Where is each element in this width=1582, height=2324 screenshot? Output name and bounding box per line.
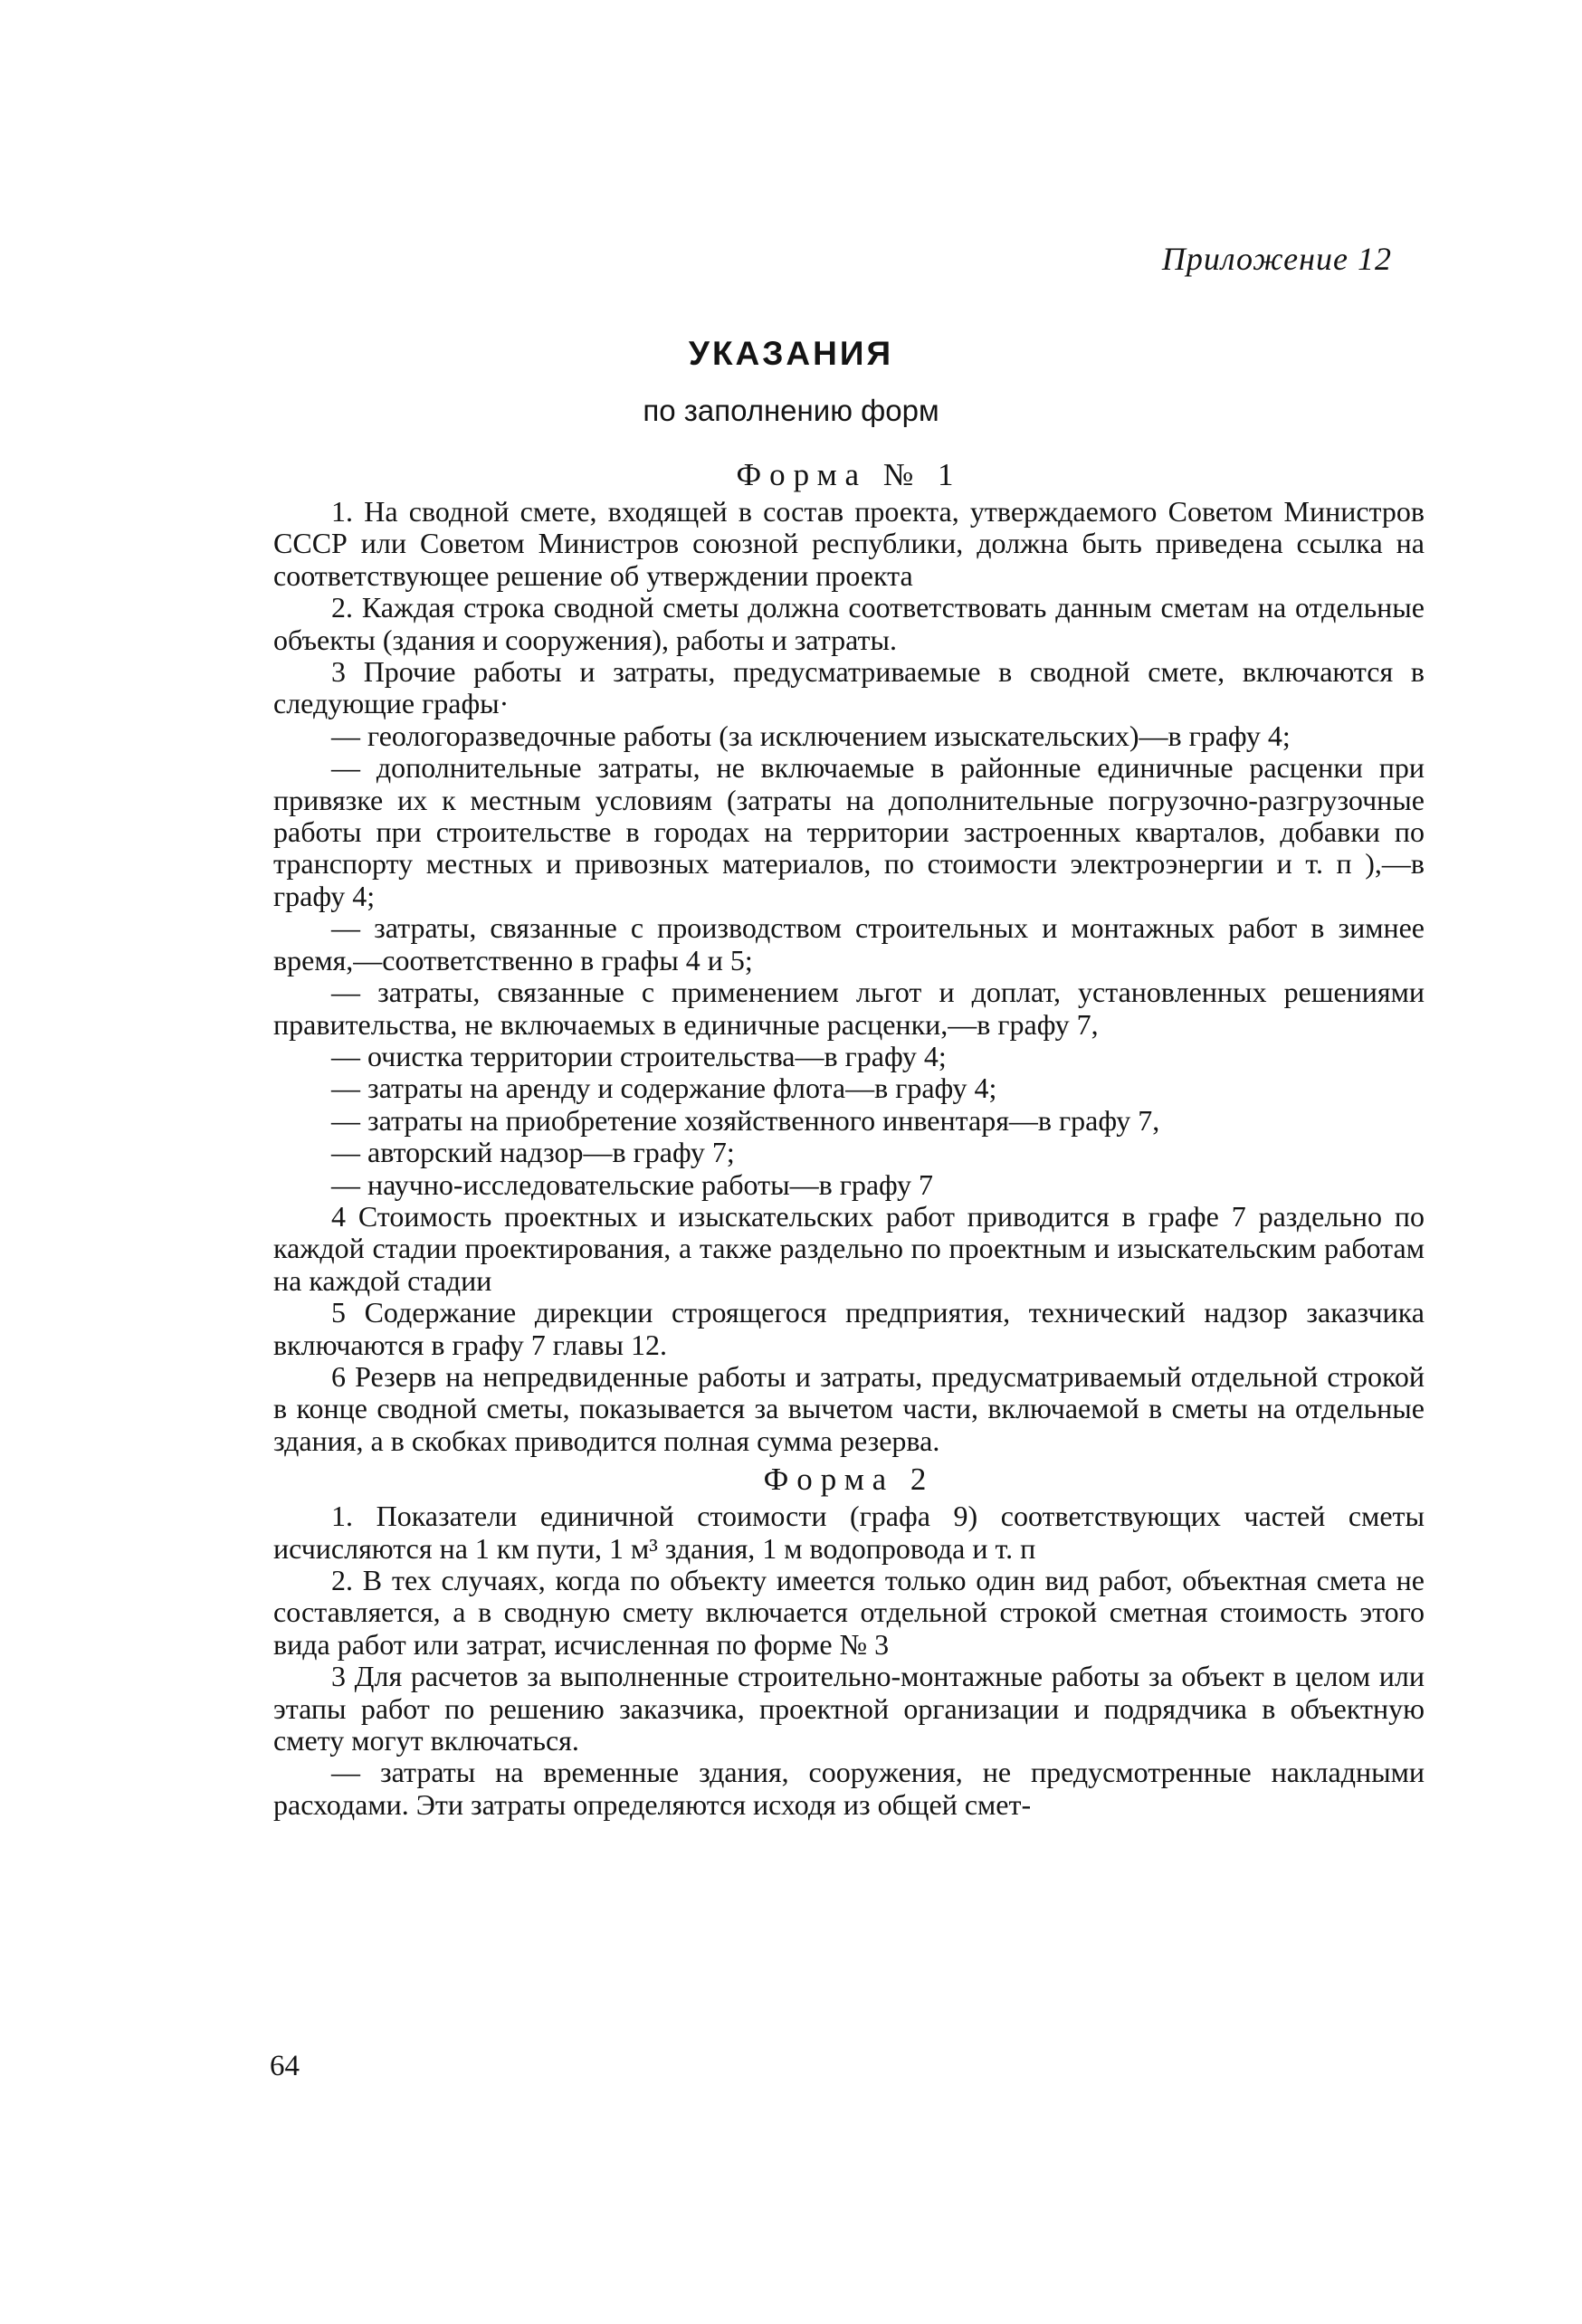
form1-paragraph-1: 1. На сводной смете, входящей в состав проекта, утверждаемого Советом Министров СССР или Советом Министров союзной республики, должна быть приведена ссылка на соответствующее решение об утверждении проекта bbox=[273, 495, 1425, 592]
form1-list-item: — очистка территории строительства—в графу 4; bbox=[331, 1039, 947, 1072]
form2-paragraph-4: — затраты на временные здания, сооружения, не предусмотренные накладными расходами. Эти затраты определяются исходя из общей смет- bbox=[273, 1756, 1425, 1821]
form1-list-item: — затраты, связанные с применением льгот и доплат, установленных решениями правительства, не включаемых в единичные расценки,—в графу 7, bbox=[273, 976, 1425, 1041]
form2-paragraph-3: 3 Для расчетов за выполненные строительно-монтажные работы за объект в целом или этапы работ по решению заказчика, проектной организации и подрядчика в объектную смету могут включаться. bbox=[273, 1660, 1425, 1757]
page-number: 64 bbox=[270, 2050, 300, 2082]
form2-paragraph-1: 1. Показатели единичной стоимости (графа 9) соответствующих частей сметы исчисляются на 1 км пути, 1 м³ здания, 1 м водопровода и т. п bbox=[273, 1500, 1425, 1565]
form1-list-item: — научно-исследовательские работы—в графу 7 bbox=[331, 1167, 933, 1201]
form1-list-item: — дополнительные затраты, не включаемые в районные единичные расценки при привязке их к местным условиям (затраты на дополнительные погрузочно-разгрузочные работы при строительстве в городах на территории застроенных кварталов, добавки по транспорту местных и привозных материалов, по стоимости электроэнергии и т. п ),—в графу 4; bbox=[273, 751, 1425, 912]
form1-list-item: — затраты на приобретение хозяйственного инвентаря—в графу 7, bbox=[331, 1103, 1160, 1137]
form1-list-item: — затраты на аренду и содержание флота—в графу 4; bbox=[331, 1072, 997, 1105]
form1-list-item: — авторский надзор—в графу 7; bbox=[331, 1136, 735, 1169]
form1-heading: Форма № 1 bbox=[736, 457, 962, 492]
form1-paragraph-4: 4 Стоимость проектных и изыскательских работ приводится в графе 7 раздельно по каждой стадии проектирования, а также раздельно по проектным и изыскательским работам на каждой стадии bbox=[273, 1199, 1425, 1297]
form1-list-item: — затраты, связанные с производством строительных и монтажных работ в зимнее время,—соответственно в графы 4 и 5; bbox=[273, 911, 1425, 976]
form1-paragraph-3: 3 Прочие работы и затраты, предусматриваемые в сводной смете, включаются в следующие графы· bbox=[273, 655, 1425, 720]
form1-paragraph-5: 5 Содержание дирекции строящегося предприятия, технический надзор заказчика включаются в графу 7 главы 12. bbox=[273, 1296, 1425, 1361]
form1-paragraph-6: 6 Резерв на непредвиденные работы и затраты, предусматриваемый отдельной строкой в конце сводной сметы, показывается за вычетом части, включаемой в сметы на отдельные здания, а в скобках приводится полная сумма резерва. bbox=[273, 1359, 1425, 1457]
document-body bbox=[273, 452, 1425, 1821]
form1-paragraph-2: 2. Каждая строка сводной сметы должна соответствовать данным сметам на отдельные объекты (здания и сооружения), работы и затраты. bbox=[273, 591, 1425, 656]
form2-paragraph-2: 2. В тех случаях, когда по объекту имеется только один вид работ, объектная смета не составляется, а в сводную смету включается отдельной строкой сметная стоимость этого вида работ или затрат, исчисленная по форме № 3 bbox=[273, 1564, 1425, 1661]
document-subtitle: по заполнению форм bbox=[643, 394, 939, 427]
form2-heading: Форма 2 bbox=[763, 1462, 935, 1498]
form1-list-item: — геологоразведочные работы (за исключением изыскательских)—в графу 4; bbox=[331, 719, 1291, 752]
document-title: УКАЗАНИЯ bbox=[688, 335, 894, 372]
appendix-label: Приложение 12 bbox=[1161, 241, 1392, 277]
